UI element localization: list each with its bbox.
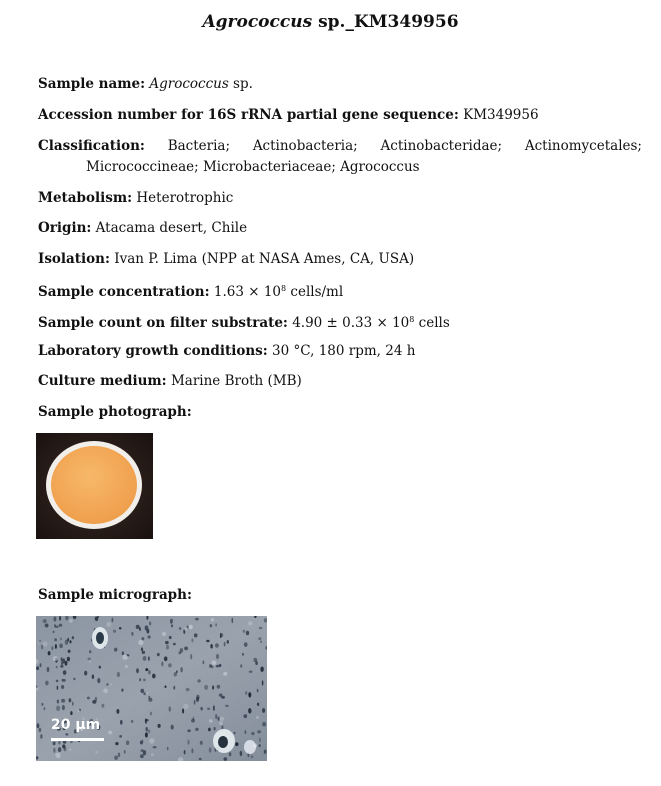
micrograph-cell: [259, 627, 263, 630]
micrograph-cell: [170, 619, 173, 624]
micrograph-cell: [141, 749, 144, 752]
micrograph-cell: [195, 728, 199, 731]
micrograph-cell: [142, 740, 144, 744]
micrograph-cell: [39, 728, 42, 733]
micrograph-cell: [213, 705, 215, 710]
sample-photograph: [36, 433, 153, 539]
micrograph-cell: [186, 688, 190, 691]
micrograph-highlight: [220, 717, 225, 722]
micrograph-cell: [58, 741, 60, 745]
micrograph-cell: [89, 650, 91, 653]
micrograph-cell: [54, 638, 57, 641]
micrograph-highlight: [188, 625, 193, 630]
micrograph-cell: [142, 637, 145, 640]
micrograph-cell: [40, 734, 42, 739]
micrograph-cell: [115, 742, 118, 745]
micrograph-cell: [57, 686, 59, 690]
micrograph-cell: [53, 742, 56, 746]
micrograph-cell: [119, 627, 122, 629]
micrograph-highlight: [211, 618, 215, 622]
count-value: 4.90 ± 0.33 × 10: [292, 315, 410, 331]
micrograph-cell: [251, 755, 254, 758]
micrograph-cell: [56, 680, 59, 683]
micrograph-cell: [114, 756, 118, 760]
micrograph-cell: [140, 689, 144, 694]
micrograph-cell: [56, 666, 58, 669]
micrograph-cell: [167, 747, 169, 750]
micrograph-cell: [41, 703, 43, 706]
micrograph-highlight: [223, 672, 227, 676]
micrograph-cell: [114, 648, 117, 652]
micrograph-highlight: [103, 688, 108, 693]
micrograph-cell: [210, 644, 212, 649]
micrograph-cell: [217, 717, 219, 721]
micrograph-cell: [227, 640, 229, 644]
micrograph-cell: [53, 631, 55, 634]
micrograph-highlight: [110, 683, 113, 686]
micrograph-cell: [235, 742, 238, 746]
micrograph-cell: [246, 631, 249, 636]
micrograph-cell: [55, 626, 59, 628]
micrograph-cell: [117, 672, 120, 677]
classification-term: Actinobacteria;: [252, 138, 358, 154]
micrograph-cell: [200, 741, 203, 745]
micrograph-cell: [210, 624, 213, 627]
micrograph-cell: [195, 618, 199, 621]
micrograph-highlight: [146, 692, 148, 694]
micrograph-cell: [184, 750, 186, 754]
micrograph-cell: [70, 640, 72, 643]
micrograph-cell: [169, 706, 172, 711]
title-suffix: sp._KM349956: [318, 12, 459, 32]
micrograph-cell: [45, 681, 49, 686]
micrograph-cell: [215, 714, 217, 719]
micrograph-cell: [120, 720, 123, 725]
micrograph-cell: [190, 654, 192, 660]
micrograph-cell: [259, 737, 261, 742]
micrograph-cell: [48, 651, 51, 655]
micrograph-cell: [122, 651, 124, 655]
photograph-label: Sample photograph:: [38, 404, 192, 420]
micrograph-cell: [208, 728, 211, 732]
micrograph-cell: [249, 671, 253, 673]
micrograph-cell: [97, 678, 100, 683]
micrograph-cell: [257, 730, 261, 733]
micrograph-cell: [180, 667, 182, 672]
micrograph-highlight: [69, 749, 71, 751]
micrograph-cell: [169, 636, 172, 639]
micrograph-cell: [221, 633, 223, 637]
micrograph-cell: [153, 746, 157, 748]
micrograph-cell: [87, 697, 90, 700]
micrograph-cell: [67, 657, 70, 662]
micrograph-cell: [216, 654, 219, 659]
micrograph-cell: [69, 698, 72, 702]
micrograph-highlight: [122, 655, 127, 660]
micrograph-cell: [60, 637, 62, 640]
micrograph-cell: [257, 689, 259, 693]
micrograph-cell: [209, 748, 212, 753]
micrograph-cell: [253, 658, 257, 663]
micrograph-cell: [165, 685, 167, 688]
micrograph-cell: [136, 668, 139, 673]
micrograph-cell: [248, 708, 251, 714]
concentration-exponent: 8: [281, 284, 287, 293]
micrograph-cell: [63, 670, 67, 675]
micrograph-cell: [58, 747, 62, 752]
accession-value: KM349956: [463, 107, 539, 123]
concentration-row: [38, 279, 343, 302]
micrograph-cell: [99, 666, 101, 669]
micrograph-cell: [45, 624, 49, 628]
micrograph-heading: [38, 585, 192, 605]
micrograph-cell: [196, 697, 199, 702]
sample-name-genus: Agrococcus: [149, 76, 229, 92]
micrograph-cell: [224, 642, 226, 647]
classification-line1: [38, 136, 642, 157]
micrograph-cell: [157, 653, 160, 656]
micrograph-cell: [176, 670, 178, 673]
micrograph-cell: [61, 685, 64, 689]
micrograph-cell: [171, 624, 173, 627]
micrograph-cell: [59, 616, 61, 621]
micrograph-cell: [158, 724, 161, 728]
micrograph-cell: [245, 730, 247, 734]
micrograph-cell: [148, 698, 152, 702]
micrograph-cell: [234, 732, 236, 734]
micrograph-cell: [173, 643, 176, 646]
micrograph-cell: [148, 670, 150, 674]
sample-name-value: sp.: [228, 76, 253, 92]
accession-label: Accession number for 16S rRNA partial gene sequence:: [38, 107, 459, 123]
micrograph-highlight: [125, 665, 128, 668]
count-label: Sample count on filter substrate:: [38, 315, 288, 331]
micrograph-cell: [152, 674, 156, 679]
micrograph-cell: [203, 660, 205, 664]
micrograph-cell: [232, 618, 234, 623]
isolation-row: [38, 249, 414, 269]
micrograph-highlight: [38, 641, 42, 645]
micrograph-cell: [62, 705, 65, 710]
micrograph-cell: [182, 709, 184, 714]
micrograph-cell: [149, 622, 151, 626]
micrograph-cell: [215, 623, 217, 626]
micrograph-cell: [225, 705, 229, 707]
micrograph-cell: [194, 633, 198, 637]
micrograph-cell: [57, 700, 59, 704]
micrograph-cell: [47, 667, 50, 673]
micrograph-cell: [240, 664, 242, 667]
micrograph-highlight: [211, 660, 216, 665]
micrograph-highlight: [184, 627, 188, 631]
micrograph-cell: [244, 714, 248, 718]
isolation-value: Ivan P. Lima (NPP at NASA Ames, CA, USA): [114, 251, 415, 267]
micrograph-highlight: [219, 721, 223, 725]
micrograph-cell: [131, 720, 134, 723]
micrograph-highlight: [183, 704, 188, 709]
micrograph-cell: [70, 711, 72, 715]
micrograph-cell: [257, 703, 259, 706]
micrograph-cell: [161, 662, 163, 667]
micrograph-cell: [171, 725, 174, 730]
micrograph-cell: [72, 636, 74, 639]
origin-value: Atacama desert, Chile: [95, 220, 248, 236]
micrograph-cell: [142, 651, 145, 654]
growth-row: [38, 341, 415, 361]
micrograph-highlight: [149, 738, 154, 743]
micrograph-cell: [72, 702, 74, 706]
micrograph-cell: [131, 632, 133, 636]
micrograph-cell: [179, 627, 182, 630]
metabolism-value: Heterotrophic: [136, 190, 234, 206]
micrograph-cell: [118, 753, 120, 758]
micrograph-cell: [260, 641, 262, 643]
micrograph-cell: [224, 757, 228, 761]
micrograph-cell: [143, 656, 147, 661]
scale-bar: [51, 738, 104, 741]
micrograph-cell: [61, 699, 65, 703]
micrograph-cell: [173, 686, 175, 690]
sample-micrograph: [36, 616, 267, 761]
classification-row: [38, 136, 642, 178]
classification-term: Actinomycetales;: [524, 138, 642, 154]
concentration-label: Sample concentration:: [38, 284, 210, 300]
count-exponent: 8: [409, 315, 415, 324]
micrograph-cell: [215, 643, 219, 647]
micrograph-cell: [262, 722, 266, 727]
micrograph-cell: [240, 751, 243, 756]
medium-label: Culture medium:: [38, 373, 167, 389]
micrograph-cell: [43, 619, 47, 623]
micrograph-cell: [201, 707, 203, 711]
micrograph-cell: [243, 630, 246, 633]
sample-name-row: [38, 74, 253, 94]
micrograph-cell: [95, 697, 97, 702]
micrograph-highlight: [106, 622, 111, 627]
micrograph-cell: [206, 640, 209, 642]
micrograph-cell: [207, 708, 210, 710]
micrograph-cell: [106, 683, 108, 685]
micrograph-cell: [148, 635, 151, 638]
micrograph-highlight: [53, 656, 58, 661]
title-genus: Agrococcus: [202, 12, 313, 32]
photograph-heading: [38, 402, 192, 422]
medium-row: [38, 371, 302, 391]
origin-label: Origin:: [38, 220, 92, 236]
micrograph-highlight: [256, 716, 259, 719]
micrograph-highlight: [95, 751, 98, 754]
micrograph-cell: [146, 727, 148, 731]
metabolism-label: Metabolism:: [38, 190, 133, 206]
micrograph-highlight: [209, 719, 213, 723]
micrograph-cell: [67, 638, 69, 642]
micrograph-cell: [214, 727, 216, 731]
page-title: [0, 12, 661, 32]
micrograph-cell: [60, 665, 63, 668]
micrograph-cell: [209, 664, 212, 668]
micrograph-cell: [165, 641, 169, 644]
micrograph-cell: [187, 740, 189, 745]
micrograph-cell: [248, 692, 251, 697]
micrograph-cell: [260, 667, 263, 672]
accession-row: [38, 105, 539, 125]
micrograph-highlight: [42, 641, 47, 646]
micrograph-cell: [36, 666, 39, 670]
micrograph-cell: [145, 668, 148, 671]
medium-value: Marine Broth (MB): [170, 373, 302, 389]
micrograph-cell: [259, 744, 261, 747]
micrograph-cell: [168, 663, 172, 667]
growth-value: 30 °C, 180 rpm, 24 h: [272, 343, 416, 359]
micrograph-cell: [216, 665, 220, 668]
micrograph-highlight: [69, 619, 73, 623]
count-row: [38, 310, 450, 333]
micrograph-cell: [113, 630, 116, 633]
micrograph-cell: [51, 646, 53, 650]
growth-label: Laboratory growth conditions:: [38, 343, 268, 359]
micrograph-cell: [65, 733, 68, 735]
micrograph-cell: [164, 656, 168, 661]
concentration-value: 1.63 × 10: [213, 284, 282, 300]
micrograph-cell: [62, 679, 64, 681]
micrograph-cell: [242, 653, 244, 656]
micrograph-cell: [139, 678, 141, 681]
micrograph-cell: [40, 663, 42, 667]
micrograph-cell: [150, 712, 152, 716]
micrograph-cell: [145, 732, 148, 737]
micrograph-cell: [101, 704, 104, 708]
micrograph-cell: [251, 732, 254, 735]
micrograph-cell: [55, 644, 57, 649]
micrograph-cell: [126, 741, 129, 746]
micrograph-cell: [197, 679, 200, 682]
classification-term: Actinobacteridae;: [380, 138, 503, 154]
micrograph-cell: [262, 708, 265, 713]
micrograph-cell: [54, 617, 57, 622]
micrograph-cell: [194, 700, 196, 705]
classification-line2: Micrococcineae; Microbacteriaceae; Agrococcus: [86, 159, 420, 175]
micrograph-cell: [56, 706, 60, 712]
sample-name-label: Sample name:: [38, 76, 146, 92]
micrograph-cell: [219, 694, 223, 697]
micrograph-cell: [264, 750, 267, 754]
micrograph-cell: [180, 648, 183, 653]
micrograph-highlight: [151, 753, 154, 756]
micrograph-cell: [191, 719, 195, 723]
micrograph-cell: [116, 709, 119, 714]
micrograph-highlight: [248, 621, 252, 625]
micrograph-cell: [121, 689, 123, 692]
micrograph-cell: [245, 691, 247, 695]
classification-label: Classification:: [38, 138, 145, 154]
count-unit: cells: [414, 315, 450, 331]
micrograph-cell: [59, 624, 63, 627]
micrograph-cell: [143, 679, 146, 682]
metabolism-row: [38, 188, 233, 208]
micrograph-cell: [258, 637, 261, 640]
scale-bar-label: 20 μm: [51, 717, 101, 733]
micrograph-cell: [221, 725, 223, 729]
micrograph-cell: [140, 754, 144, 758]
micrograph-cell: [124, 750, 126, 754]
micrograph-cell: [204, 685, 208, 690]
micrograph-cell: [65, 661, 68, 666]
micrograph-cell: [229, 752, 232, 756]
micrograph-cell: [136, 625, 140, 629]
filter-disc-image: [36, 433, 153, 539]
micrograph-cell: [199, 758, 202, 760]
micrograph-highlight: [108, 731, 112, 735]
micrograph-cell: [148, 730, 151, 734]
micrograph-cell: [44, 707, 46, 710]
isolation-label: Isolation:: [38, 251, 110, 267]
micrograph-cell: [64, 746, 67, 751]
micrograph-cell: [112, 618, 114, 623]
micrograph-cell: [141, 647, 143, 651]
micrograph-label: Sample micrograph:: [38, 587, 192, 603]
micrograph-cell: [166, 645, 169, 650]
micrograph-cell: [84, 671, 87, 676]
micrograph-cell: [37, 723, 40, 728]
micrograph-cell: [62, 658, 65, 663]
micrograph-cell: [145, 625, 149, 630]
micrograph-cell: [145, 719, 149, 721]
micrograph-cell: [187, 729, 190, 732]
micrograph-cell: [68, 650, 71, 653]
micrograph-cell: [191, 638, 193, 642]
micrograph-highlight: [78, 709, 81, 712]
micrograph-cell: [88, 658, 91, 661]
micrograph-cell: [191, 748, 193, 753]
micrograph-cell: [59, 644, 62, 649]
micrograph-cell: [184, 647, 188, 651]
micrograph-highlight: [162, 632, 166, 636]
micrograph-cell: [148, 656, 150, 661]
micrograph-cell: [217, 685, 221, 689]
concentration-unit: cells/ml: [286, 284, 344, 300]
micrograph-cell: [92, 675, 94, 679]
micrograph-highlight: [138, 640, 143, 645]
micrograph-cell: [53, 748, 55, 753]
micrograph-cell: [262, 680, 264, 685]
micrograph-cell: [73, 678, 75, 681]
micrograph-highlight: [89, 660, 92, 663]
micrograph-cell: [212, 685, 214, 689]
micrograph-highlight: [55, 753, 60, 758]
classification-term: Bacteria;: [167, 138, 231, 154]
micrograph-cell: [119, 735, 122, 738]
micrograph-cell: [244, 642, 248, 647]
micrograph-cell: [61, 657, 63, 661]
origin-row: [38, 218, 247, 238]
